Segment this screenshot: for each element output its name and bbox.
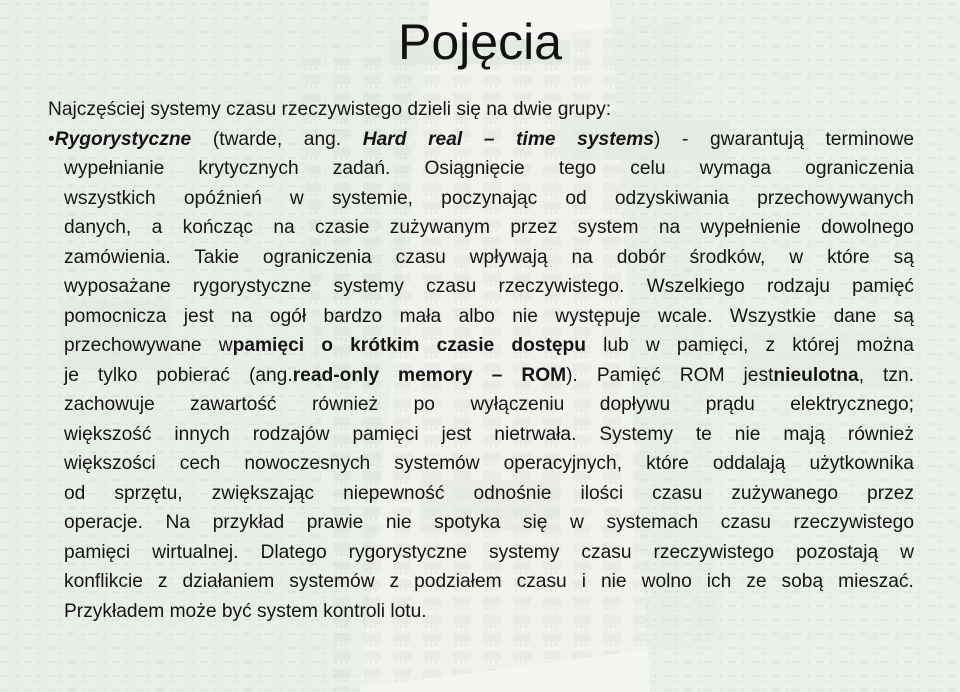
- word: w: [570, 512, 584, 533]
- word: czasie: [315, 217, 370, 238]
- word: czasu: [720, 512, 771, 533]
- word: występuje: [555, 305, 641, 327]
- word: nie: [734, 423, 761, 445]
- word: odnośnie: [473, 482, 552, 504]
- word: dowolnego: [821, 217, 914, 238]
- word: większości: [64, 453, 156, 474]
- text-line: [64, 508, 914, 538]
- word: z: [157, 571, 168, 592]
- word: pamięci: [64, 541, 131, 563]
- word: czasu: [426, 276, 477, 297]
- word: przykład: [212, 512, 285, 533]
- word: które: [646, 453, 689, 474]
- word: systemie,: [331, 187, 413, 209]
- word: wyłączeniu: [470, 394, 565, 415]
- word: zawartość: [190, 394, 277, 415]
- word: kontroli: [323, 600, 386, 622]
- word: danych,: [64, 217, 132, 238]
- word: kończąc: [182, 217, 253, 238]
- word: konflikcie: [64, 571, 143, 592]
- word: Na: [165, 512, 191, 533]
- word: systemów: [289, 571, 375, 592]
- word: od: [64, 482, 86, 504]
- word: rodzajów: [252, 423, 330, 445]
- word: wymaga: [699, 158, 772, 179]
- word: a: [151, 217, 163, 238]
- word: je: [64, 364, 79, 386]
- word: ich: [706, 571, 732, 592]
- word: czasu: [395, 246, 446, 268]
- bold-term: krótkim: [350, 335, 420, 356]
- word: ograniczenia: [262, 246, 372, 268]
- word: której: [792, 335, 840, 356]
- word: wpływają: [469, 246, 548, 268]
- bold-term: memory: [398, 364, 473, 386]
- word: opóźnień: [183, 187, 262, 209]
- word: z: [765, 335, 776, 356]
- paragraph-continued: [48, 154, 914, 626]
- bold-term: read-only: [292, 364, 380, 386]
- word: na: [658, 217, 681, 238]
- text-line: [64, 479, 914, 509]
- word: pomocnicza: [64, 305, 167, 327]
- bullet-icon: •: [48, 128, 55, 150]
- word: w: [218, 335, 233, 356]
- word: się: [522, 512, 548, 533]
- word: operacje.: [64, 512, 143, 533]
- bold-term: czasie: [436, 335, 495, 356]
- word: działaniem: [182, 571, 275, 592]
- word: celu: [630, 158, 666, 179]
- word: bardzo: [323, 305, 383, 327]
- bold-term: nieulotna: [773, 364, 859, 386]
- word: Takie: [194, 246, 240, 268]
- word: ogół: [269, 305, 307, 327]
- word: w: [289, 187, 304, 209]
- word: zwiększając: [211, 482, 315, 504]
- word: na: [273, 217, 295, 238]
- text-segment: ) - gwarantują terminowe: [653, 128, 914, 150]
- word: ROM: [679, 364, 725, 386]
- word: również: [847, 423, 914, 445]
- word: Osiągnięcie: [424, 158, 525, 179]
- text-line: [64, 331, 914, 361]
- word: operacyjnych,: [503, 453, 623, 474]
- word: po: [413, 394, 435, 415]
- word: przez: [510, 217, 558, 238]
- word: albo: [458, 305, 495, 327]
- word: czasu: [652, 482, 703, 504]
- text-line: [64, 302, 914, 332]
- word: środków,: [689, 246, 766, 268]
- word: lub: [603, 335, 629, 356]
- term-hard-real-time: Hard real – time systems: [362, 128, 654, 150]
- word: rygorystyczne: [192, 276, 312, 297]
- word: wirtualnej.: [152, 541, 239, 563]
- word: z: [389, 571, 400, 592]
- word: przechowywane: [64, 335, 202, 356]
- word: Przykładem: [64, 600, 165, 622]
- word: które: [827, 246, 870, 268]
- word: zadań.: [332, 158, 391, 179]
- word: ze: [746, 571, 767, 592]
- word: od: [565, 187, 587, 209]
- word: (ang.: [248, 364, 293, 386]
- word: czasu: [516, 571, 567, 592]
- word: pobierać: [156, 364, 230, 386]
- word: tzn.: [883, 364, 914, 386]
- word: rodzaju: [766, 276, 830, 297]
- word: wyposażane: [64, 276, 171, 297]
- slide-body: [48, 95, 914, 626]
- word: podziałem: [414, 571, 502, 592]
- word: Wszystkie: [729, 305, 817, 327]
- word: dobór: [616, 246, 666, 268]
- word: poczynając: [441, 187, 538, 209]
- word: rzeczywistego: [653, 541, 775, 563]
- word: nie: [512, 305, 538, 327]
- word: wszystkich: [64, 187, 156, 209]
- word: systemy: [489, 541, 560, 563]
- word: tylko: [97, 364, 138, 386]
- word: nowoczesnych: [244, 453, 371, 474]
- word: rzeczywistego.: [498, 276, 625, 297]
- word: system: [577, 217, 639, 238]
- word: ograniczenia: [805, 158, 914, 179]
- word: te: [695, 423, 712, 445]
- word: Wszelkiego: [646, 276, 745, 297]
- word: pamięć: [852, 276, 915, 297]
- text-line: [64, 184, 914, 214]
- word: zamówienia.: [64, 246, 171, 268]
- word: prądu: [705, 394, 755, 415]
- word: oddalają: [712, 453, 786, 474]
- word: można: [856, 335, 914, 356]
- word: krytycznych: [198, 158, 299, 179]
- word: nie: [385, 512, 412, 533]
- text-line: [64, 567, 914, 597]
- word: sobą: [781, 571, 824, 592]
- word: cech: [179, 453, 221, 474]
- word: niepewność: [343, 482, 445, 504]
- word: innych: [174, 423, 230, 445]
- bold-term: pamięci: [232, 335, 305, 356]
- word: może: [169, 600, 217, 622]
- word: pozostają: [796, 541, 879, 563]
- bold-term: ROM: [521, 364, 567, 386]
- text-line: [64, 449, 914, 479]
- bold-term: –: [491, 364, 503, 386]
- word: również: [312, 394, 379, 415]
- bold-term: dostępu: [511, 335, 586, 356]
- word: wolno: [641, 571, 692, 592]
- word: przechowywanych: [757, 187, 914, 209]
- word: Pamięć: [596, 364, 661, 386]
- word: mają: [783, 423, 825, 445]
- bold-term: o: [321, 335, 333, 356]
- word: ,: [858, 364, 865, 386]
- word: zużywanego: [731, 482, 838, 504]
- word: ilości: [580, 482, 624, 504]
- word: przez: [867, 482, 914, 504]
- intro-text: Najczęściej systemy czasu rzeczywistego dzieli się na dwie grupy:: [48, 99, 612, 120]
- word: być: [221, 600, 252, 622]
- word: jest: [441, 423, 472, 445]
- word: rygorystyczne: [348, 541, 468, 563]
- word: systemach: [606, 512, 699, 533]
- word: Systemy: [599, 423, 673, 445]
- word: elektrycznego;: [790, 394, 914, 415]
- word: i: [581, 571, 586, 592]
- word: na: [231, 305, 253, 327]
- text-line: [64, 154, 914, 184]
- word: wypełnianie: [64, 158, 165, 179]
- word: systemów: [394, 453, 480, 474]
- word: odzyskiwania: [614, 187, 729, 209]
- text-line: [64, 538, 914, 568]
- word: mała: [399, 305, 442, 327]
- word: lotu.: [390, 600, 427, 622]
- paren-text: (twarde, ang.: [212, 128, 363, 150]
- word: w: [789, 246, 804, 268]
- word: dane: [833, 305, 877, 327]
- word: pamięci: [352, 423, 419, 445]
- word: są: [893, 246, 914, 268]
- bullet-line-1: [48, 125, 914, 155]
- word: sprzętu,: [114, 482, 183, 504]
- word: mieszać.: [838, 571, 914, 592]
- text-line: [64, 272, 914, 302]
- word: wypełnienie: [700, 217, 801, 238]
- word: system: [257, 600, 318, 622]
- text-line: [64, 390, 914, 420]
- word: są: [893, 305, 914, 327]
- word: pamięci,: [676, 335, 749, 356]
- word: większość: [64, 423, 152, 445]
- word: dopływu: [599, 394, 671, 415]
- word: na: [571, 246, 593, 268]
- word: nie: [601, 571, 627, 592]
- term-rygorystyczne: Rygorystyczne: [54, 128, 192, 150]
- slide-title: Pojęcia: [398, 14, 562, 70]
- text-line: [64, 420, 914, 450]
- word: systemy: [333, 276, 404, 297]
- word: użytkownika: [809, 453, 914, 474]
- word: zużywanym: [389, 217, 491, 238]
- word: nietrwała.: [494, 423, 577, 445]
- word: czasu: [581, 541, 632, 563]
- word: rzeczywistego: [793, 512, 915, 533]
- word: tego: [558, 158, 597, 179]
- word: w: [900, 541, 915, 563]
- word: wcale.: [658, 305, 713, 327]
- word: zachowuje: [64, 394, 155, 415]
- word: w: [645, 335, 660, 356]
- word: jest: [183, 305, 214, 327]
- text-line: [64, 597, 914, 627]
- text-line: [64, 243, 914, 273]
- word: spotyka: [434, 512, 501, 533]
- text-line: [64, 361, 914, 391]
- word: ).: [566, 364, 578, 386]
- text-line: [64, 213, 914, 243]
- word: jest: [743, 364, 774, 386]
- word: prawie: [306, 512, 364, 533]
- word: Dlatego: [260, 541, 327, 563]
